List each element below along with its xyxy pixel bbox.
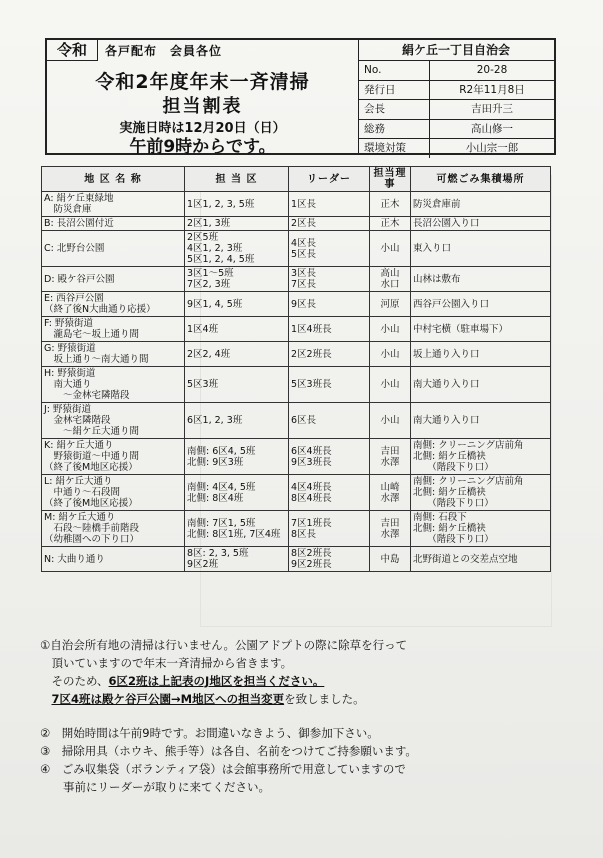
cell-line: 水澤 [380,492,400,504]
han-cell [185,475,289,511]
cell-line: 吉田 [380,517,400,529]
info-key: 発行日 [358,81,430,100]
table-row [42,475,551,511]
cell-line: 中村宅横（駐車場下） [413,323,509,335]
cell-line: 坂上通り〜南大通り間 [44,354,149,365]
place-cell [411,267,551,292]
cell-line: L: 絹ケ丘大通り [44,476,113,487]
info-row-issue-date [358,81,554,101]
cell-line: 5区3班 [187,379,219,390]
han-cell [185,403,289,439]
cell-line: J: 野猿街道 [44,404,92,415]
info-row-general-affairs [358,120,554,140]
leader-cell [289,439,370,475]
info-key: 環境対策 [358,139,430,158]
cell-line: 小山 [380,243,400,254]
cell-line: H: 野猿街道 [44,368,96,379]
cell-line: 正木 [380,218,400,229]
cell-line: 7区長 [291,279,317,290]
director-cell [370,267,411,292]
table-row [42,439,551,475]
place-cell [411,231,551,267]
info-value: R2年11月8日 [459,83,525,96]
cell-line: 南側: 6区4, 5班 [187,445,256,457]
leader-cell [289,475,370,511]
table-body [42,192,551,572]
cell-line: D: 殿ケ谷戸公園 [44,273,115,285]
cell-line: 6区1, 2, 3班 [187,415,243,426]
column-header-director: 担当理事 [370,167,411,192]
date-line: 実施日時は12月20日（日） [119,121,286,136]
note-1-line-4 [40,690,560,708]
director-cell [370,403,411,439]
cell-line: 南側: クリーニング店前角 [413,440,524,451]
leader-cell [289,342,370,367]
cell-line: 〜金林宅隣階段 [44,390,130,401]
cell-line: 水口 [380,279,400,290]
cell-line: 5区長 [291,248,317,260]
cell-line: 9区3班長 [291,456,332,468]
cell-line: 南側: 7区1, 5班 [187,517,256,529]
cell-line: 2区長 [291,218,317,229]
cell-line: （終了後M地区応援） [44,462,138,473]
cell-line: 6区長 [291,415,317,426]
cell-line: 防災倉庫前 [413,198,461,210]
cell-line: 坂上通り入り口 [413,348,480,360]
cell-line: 1区1, 2, 3, 5班 [187,198,255,210]
table-row [42,317,551,342]
note-emphasis: 7区4班は殿ケ谷戸公園→M地区への担当変更 [51,692,285,706]
cell-line: C: 北野台公園 [44,243,105,254]
cell-line: 野猿街道〜中通り間 [44,451,140,462]
note-emphasis: 6区2班は上記表のJ地区を担当ください。 [108,674,325,688]
cell-line: 南側: 4区4, 5班 [187,481,256,493]
place-cell [411,439,551,475]
place-cell [411,292,551,317]
cell-line: 東入り口 [413,243,452,254]
leader-cell [289,217,370,231]
cell-line: 南大通り [44,379,92,390]
area-cell [42,403,185,439]
table-row [42,292,551,317]
cell-line: 長沼公園入り口 [413,218,480,229]
leader-cell [289,231,370,267]
cell-line: 小山 [380,415,400,426]
cell-line: 小山 [380,348,400,360]
header-title-area [47,40,359,157]
cell-line: 山崎 [380,481,400,493]
table-row [42,511,551,547]
leader-cell [289,511,370,547]
info-value: 吉田升三 [471,103,513,116]
cell-line: K: 絹ケ丘大通り [44,440,114,451]
cell-line: 1区4班長 [291,323,332,335]
cell-line: 瀧島宅〜坂上通り間 [44,329,140,340]
cell-line: 西谷戸公園入り口 [413,298,490,310]
cell-line: 南大通り入り口 [413,379,480,390]
director-cell [370,439,411,475]
place-cell [411,547,551,572]
area-cell [42,367,185,403]
director-cell [370,317,411,342]
director-cell [370,217,411,231]
director-cell [370,511,411,547]
cell-line: 石段〜陸橋手前階段 [44,523,140,534]
cell-line: 南側: 石段下 [413,512,467,523]
cell-line: A: 絹ケ丘東緑地 [44,193,114,204]
note-text: そのため、 [40,674,109,688]
director-cell [370,231,411,267]
table-header-row [42,167,551,192]
cell-line: B: 長沼公園付近 [44,218,114,229]
area-cell [42,217,185,231]
han-cell [185,547,289,572]
info-key: 会長 [358,100,430,119]
cell-line: 正木 [380,198,400,210]
notes-section [40,636,560,796]
table-row [42,192,551,217]
place-cell [411,403,551,439]
place-cell [411,475,551,511]
assignment-table [41,166,551,572]
cell-line: 河原 [380,298,400,310]
cell-line: 4区1, 2, 3班 [187,243,243,254]
column-header-area: 地 区 名 称 [42,167,185,192]
director-cell [370,292,411,317]
area-cell [42,317,185,342]
column-header-leader: リーダー [289,167,370,192]
cell-line: 1区4班 [187,323,219,335]
cell-line: 9区1, 4, 5班 [187,298,243,310]
header-box [45,38,556,155]
cell-line: 北側: 絹ケ丘橋袂 [413,523,486,534]
cell-line: 高山 [380,268,400,279]
info-row-chairman [358,100,554,120]
cell-line: 1区長 [291,198,317,210]
cell-line: 2区2班長 [291,348,332,360]
column-header-place: 可燃ごみ集積場所 [411,167,551,192]
note-1-line-2: 頂いていますので年末一斉清掃から省きます。 [40,656,293,670]
cell-line: G: 野猿街道 [44,343,96,354]
cell-line: 水澤 [380,456,400,468]
cell-line: 8区長 [291,528,317,540]
info-value: 20-28 [476,64,508,76]
han-cell [185,192,289,217]
cell-line: 9区2班 [187,559,219,570]
table-row [42,403,551,439]
leader-cell [289,317,370,342]
info-row-environment [358,139,554,158]
info-key: 総務 [358,120,430,139]
info-key: No. [358,61,430,80]
cell-line: 南側: クリーニング店前角 [413,476,524,487]
leader-cell [289,367,370,403]
cell-line: 9区長 [291,298,317,310]
han-cell [185,292,289,317]
cell-line: 4区長 [291,237,317,249]
cell-line: （階段下り口） [413,462,494,473]
leader-cell [289,547,370,572]
area-cell [42,547,185,572]
cell-line: 水澤 [380,528,400,540]
cell-line: 3区長 [291,268,317,279]
cell-line: 南大通り入り口 [413,415,480,426]
cell-line: 2区1, 3班 [187,218,231,229]
cell-line: （幼稚園への下り口） [44,534,140,545]
cell-line: （階段下り口） [413,498,494,509]
note-4-line-2: 事前にリーダーが取りに来てください。 [40,780,270,794]
leader-cell [289,292,370,317]
cell-line: 3区1〜5班 [187,268,234,279]
cell-line: 北野街道との交差点空地 [413,553,518,565]
header-info-area [358,40,554,153]
cell-line: 〜絹ケ丘大通り間 [44,426,140,437]
place-cell [411,511,551,547]
cell-line: 中通り〜石段間 [44,487,121,498]
cell-line: （終了後N大曲通り応援） [44,304,156,315]
director-cell [370,475,411,511]
document-subtitle: 担当割表 [162,96,243,117]
han-cell [185,267,289,292]
han-cell [185,217,289,231]
cell-line: 7区2, 3班 [187,279,231,290]
cell-line: F: 野猿街道 [44,318,93,329]
distribution-label: 各戸配布 会員各位 [105,44,223,58]
note-2: ② 開始時間は午前9時です。お間違いなきよう、御参加下さい。 [40,726,379,740]
table-row [42,367,551,403]
area-cell [42,342,185,367]
leader-cell [289,192,370,217]
table-row [42,342,551,367]
cell-line: 小山 [380,323,400,335]
cell-line: （階段下り口） [413,534,494,545]
cell-line: M: 絹ケ丘大通り [44,512,116,523]
cell-line: 7区1班長 [291,517,332,529]
cell-line: E: 西谷戸公園 [44,293,104,304]
info-value: 小山宗一郎 [465,142,519,155]
note-1-line-1: ①自治会所有地の清掃は行いません。公園アドプトの際に除草を行って [40,638,408,652]
cell-line: 8区4班長 [291,492,332,504]
leader-cell [289,267,370,292]
place-cell [411,192,551,217]
cell-line: 北側: 絹ケ丘橋袂 [413,487,486,498]
han-cell [185,439,289,475]
note-1-line-3 [40,672,560,690]
era-label: 令和 [47,40,98,61]
cell-line: 北側: 絹ケ丘橋袂 [413,451,486,462]
cell-line: 8区2班長 [291,548,332,559]
cell-line: 5区3班長 [291,379,332,390]
director-cell [370,547,411,572]
place-cell [411,367,551,403]
note-text: を致しました。 [284,692,365,706]
place-cell [411,317,551,342]
column-header-han: 担 当 区 [185,167,289,192]
cell-line: 山林は敷布 [413,273,461,285]
table-row [42,217,551,231]
note-4-line-1: ④ ごみ収集袋（ボランティア袋）は会館事務所で用意していますので [40,762,406,776]
table-row [42,547,551,572]
cell-line: （終了後M地区応援） [44,498,138,509]
area-cell [42,511,185,547]
cell-line: 北側: 8区1班, 7区4班 [187,528,281,540]
table-row [42,267,551,292]
cell-line: 2区2, 4班 [187,348,231,360]
note-3: ③ 掃除用具（ホウキ、熊手等）は各自、名前をつけてご持参願います。 [40,744,417,758]
organization-name: 絹ケ丘一丁目自治会 [358,40,554,61]
place-cell [411,217,551,231]
time-line: 午前9時からです。 [129,137,276,157]
cell-line: 金林宅隣階段 [44,415,111,426]
info-row-number [358,61,554,81]
cell-line: 中島 [380,553,400,565]
cell-line: 防災倉庫 [44,204,92,215]
cell-line: N: 大曲り通り [44,553,105,565]
table-row [42,231,551,267]
han-cell [185,342,289,367]
leader-cell [289,403,370,439]
han-cell [185,231,289,267]
cell-line: 2区5班 [187,232,219,243]
cell-line: 吉田 [380,445,400,457]
area-cell [42,192,185,217]
han-cell [185,367,289,403]
area-cell [42,439,185,475]
document-title: 令和2年度年末一斉清掃 [95,71,310,93]
cell-line: 4区4班長 [291,481,332,493]
info-value: 高山修一 [471,122,513,135]
cell-line: 5区1, 2, 4, 5班 [187,254,255,265]
area-cell [42,267,185,292]
director-cell [370,342,411,367]
cell-line: 北側: 9区3班 [187,456,244,468]
han-cell [185,317,289,342]
cell-line: 8区: 2, 3, 5班 [187,548,249,559]
director-cell [370,192,411,217]
place-cell [411,342,551,367]
area-cell [42,292,185,317]
cell-line: 小山 [380,379,400,390]
area-cell [42,231,185,267]
cell-line: 北側: 8区4班 [187,492,244,504]
cell-line: 9区2班長 [291,559,332,570]
cell-line: 6区4班長 [291,445,332,457]
area-cell [42,475,185,511]
director-cell [370,367,411,403]
han-cell [185,511,289,547]
